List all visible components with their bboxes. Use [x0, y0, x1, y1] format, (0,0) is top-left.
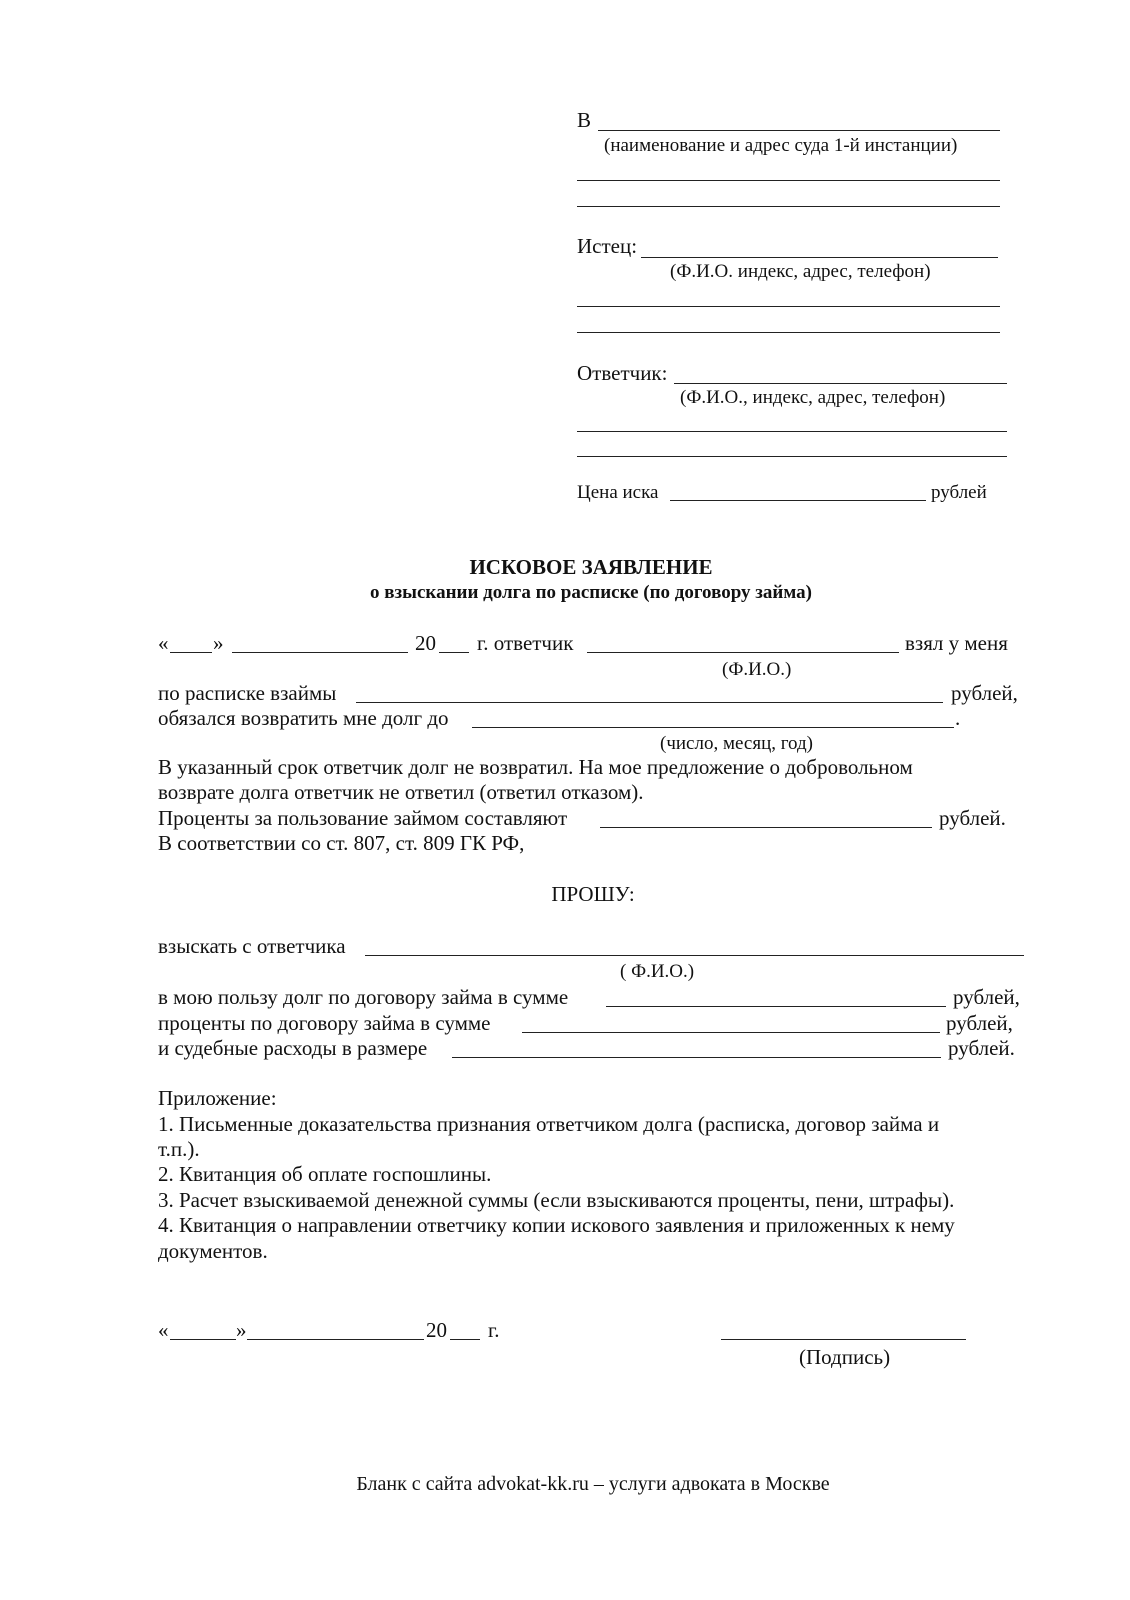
- loan-month-field[interactable]: [232, 652, 408, 653]
- plaintiff-caption: (Ф.И.О. индекс, адрес, телефон): [670, 261, 931, 282]
- defendant-field[interactable]: [674, 383, 1007, 384]
- interest-sum-unit: рублей,: [946, 1011, 1013, 1035]
- appendix-heading: Приложение:: [158, 1086, 277, 1110]
- plaintiff-label: Истец:: [577, 234, 638, 258]
- interest-sum-field[interactable]: [522, 1032, 940, 1033]
- court-costs-unit: рублей.: [948, 1036, 1015, 1060]
- return-date-field[interactable]: [472, 727, 954, 728]
- signature-field[interactable]: [721, 1339, 966, 1340]
- claim-price-field[interactable]: [670, 500, 926, 501]
- document-title: ИСКОВОЕ ЗАЯВЛЕНИЕ: [469, 555, 713, 579]
- appendix-item-4: 4. Квитанция о направлении ответчику копии искового заявления и приложенных к нему: [158, 1213, 955, 1237]
- appendix-item-4-cont: документов.: [158, 1239, 268, 1263]
- debt-sum-unit: рублей,: [953, 985, 1020, 1009]
- sign-date-close-quote: »: [236, 1318, 247, 1342]
- plaintiff-field-line-3[interactable]: [577, 332, 1000, 333]
- debt-sum-label: в мою пользу долг по договору займа в сумме: [158, 985, 569, 1009]
- signature-caption: (Подпись): [799, 1345, 891, 1369]
- request-heading: ПРОШУ:: [551, 882, 635, 906]
- date-open-quote: «: [158, 631, 169, 655]
- loan-year-field[interactable]: [439, 652, 469, 653]
- defendant-field-line-2[interactable]: [577, 431, 1007, 432]
- interest-unit: рублей.: [939, 806, 1006, 830]
- sign-year-field[interactable]: [450, 1339, 480, 1340]
- return-date-caption: (число, месяц, год): [660, 733, 814, 754]
- footer-text: Бланк с сайта advokat-kk.ru – услуги адвоката в Москве: [356, 1473, 830, 1495]
- court-field-line-2[interactable]: [577, 180, 1000, 181]
- loan-day-field[interactable]: [170, 652, 212, 653]
- defendant-label: Ответчик:: [577, 361, 668, 385]
- body-paragraph-line-1: В указанный срок ответчик долг не возвратил. На мое предложение о добровольном: [158, 755, 913, 779]
- recover-from-field[interactable]: [365, 955, 1024, 956]
- plaintiff-field[interactable]: [641, 257, 998, 258]
- loan-took-text: взял у меня: [905, 631, 1008, 655]
- court-caption: (наименование и адрес суда 1-й инстанции): [604, 135, 958, 156]
- appendix-item-1-cont: т.п.).: [158, 1137, 200, 1161]
- loan-amount-unit: рублей,: [951, 681, 1018, 705]
- appendix-item-3: 3. Расчет взыскиваемой денежной суммы (если взыскиваются проценты, пени, штрафы).: [158, 1188, 955, 1212]
- loan-amount-label: по расписке взаймы: [158, 681, 337, 705]
- return-date-period: .: [955, 706, 961, 730]
- interest-sum-label: проценты по договору займа в сумме: [158, 1011, 491, 1035]
- loan-defendant-field[interactable]: [587, 652, 899, 653]
- court-field-line-3[interactable]: [577, 206, 1000, 207]
- claim-price-unit: рублей: [931, 482, 987, 503]
- appendix-item-1: 1. Письменные доказательства признания ответчиком долга (расписка, договор займа и: [158, 1112, 940, 1136]
- document-subtitle: о взыскании долга по расписке (по договору займа): [370, 582, 812, 603]
- sign-date-open-quote: «: [158, 1318, 169, 1342]
- date-close-quote: »: [213, 631, 224, 655]
- court-prefix: В: [577, 108, 592, 132]
- loan-defendant-caption: (Ф.И.О.): [722, 659, 792, 680]
- claim-price-label: Цена иска: [577, 482, 659, 503]
- loan-amount-field[interactable]: [356, 702, 943, 703]
- plaintiff-field-line-2[interactable]: [577, 306, 1000, 307]
- sign-year-prefix: 20: [426, 1318, 447, 1342]
- sign-day-field[interactable]: [170, 1339, 236, 1340]
- interest-label: Проценты за пользование займом составляют: [158, 806, 568, 830]
- recover-from-label: взыскать с ответчика: [158, 934, 346, 958]
- loan-defendant-label: г. ответчик: [477, 631, 574, 655]
- court-field[interactable]: [598, 130, 1000, 131]
- body-paragraph-line-2: возврате долга ответчик не ответил (ответил отказом).: [158, 780, 644, 804]
- defendant-caption: (Ф.И.О., индекс, адрес, телефон): [680, 387, 946, 408]
- sign-month-field[interactable]: [247, 1339, 424, 1340]
- court-costs-label: и судебные расходы в размере: [158, 1036, 428, 1060]
- recover-from-caption: ( Ф.И.О.): [620, 961, 695, 982]
- appendix-item-2: 2. Квитанция об оплате госпошлины.: [158, 1162, 492, 1186]
- sign-year-suffix: г.: [488, 1318, 500, 1342]
- legal-basis-text: В соответствии со ст. 807, ст. 809 ГК РФ,: [158, 831, 525, 855]
- loan-year-prefix: 20: [415, 631, 436, 655]
- court-costs-field[interactable]: [452, 1057, 941, 1058]
- debt-sum-field[interactable]: [606, 1006, 946, 1007]
- interest-field[interactable]: [600, 827, 932, 828]
- return-date-label: обязался возвратить мне долг до: [158, 706, 449, 730]
- defendant-field-line-3[interactable]: [577, 456, 1007, 457]
